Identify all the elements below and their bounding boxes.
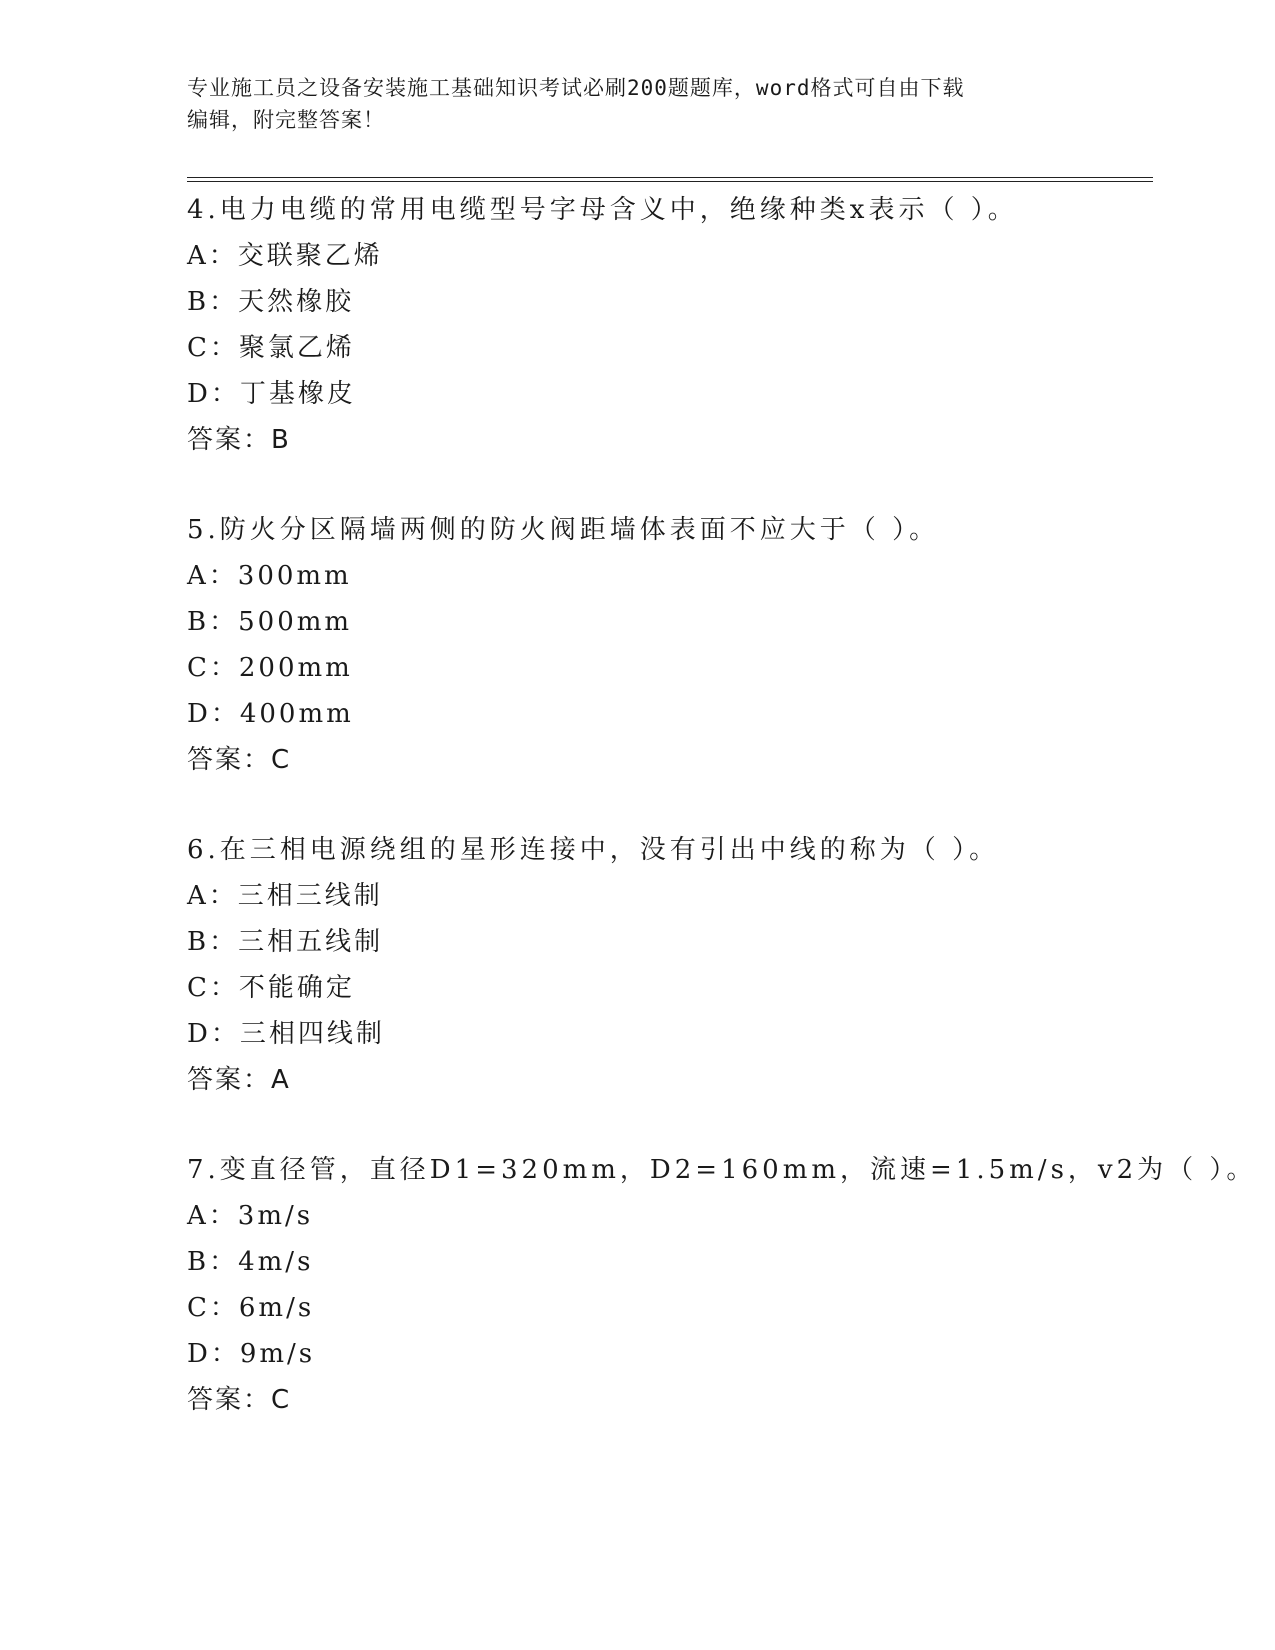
document-header — [187, 72, 1067, 136]
question-block — [187, 507, 1167, 783]
question-stem: 4.电力电缆的常用电缆型号字母含义中，绝缘种类x表示（ ）。 — [187, 195, 1018, 225]
option-c: C：6m/s — [187, 1293, 315, 1323]
answer-line: 答案：C — [187, 745, 292, 775]
option-b: B：三相五线制 — [187, 927, 384, 957]
question-block — [187, 187, 1167, 463]
option-c: C：不能确定 — [187, 973, 355, 1003]
header-divider-top — [187, 177, 1153, 178]
option-a: A：3m/s — [187, 1201, 314, 1231]
question-block — [187, 1147, 1257, 1423]
option-a: A：300mm — [187, 561, 352, 591]
option-d: D：三相四线制 — [187, 1019, 385, 1049]
header-line-1: 专业施工员之设备安装施工基础知识考试必刷200题题库，word格式可自由下载 — [187, 76, 965, 100]
option-a: A：交联聚乙烯 — [187, 241, 383, 271]
option-d: D：400mm — [187, 699, 354, 729]
question-stem: 6.在三相电源绕组的星形连接中，没有引出中线的称为（ ）。 — [187, 835, 1000, 865]
answer-line: 答案：A — [187, 1065, 291, 1095]
option-a: A：三相三线制 — [187, 881, 383, 911]
answer-line: 答案：C — [187, 1385, 292, 1415]
question-stem: 7.变直径管，直径D1=320mm，D2=160mm，流速=1.5m/s，v2为（ ）。 — [187, 1155, 1257, 1185]
question-stem: 5.防火分区隔墙两侧的防火阀距墙体表面不应大于（ ）。 — [187, 515, 940, 545]
option-b: B：500mm — [187, 607, 353, 637]
option-c: C：200mm — [187, 653, 353, 683]
header-line-2: 编辑，附完整答案！ — [187, 108, 385, 132]
option-b: B：4m/s — [187, 1247, 314, 1277]
option-b: B：天然橡胶 — [187, 287, 355, 317]
question-block — [187, 827, 1167, 1103]
option-d: D：9m/s — [187, 1339, 316, 1369]
option-d: D：丁基橡皮 — [187, 379, 356, 409]
header-divider-bottom — [187, 181, 1153, 182]
answer-line: 答案：B — [187, 425, 291, 455]
option-c: C：聚氯乙烯 — [187, 333, 355, 363]
